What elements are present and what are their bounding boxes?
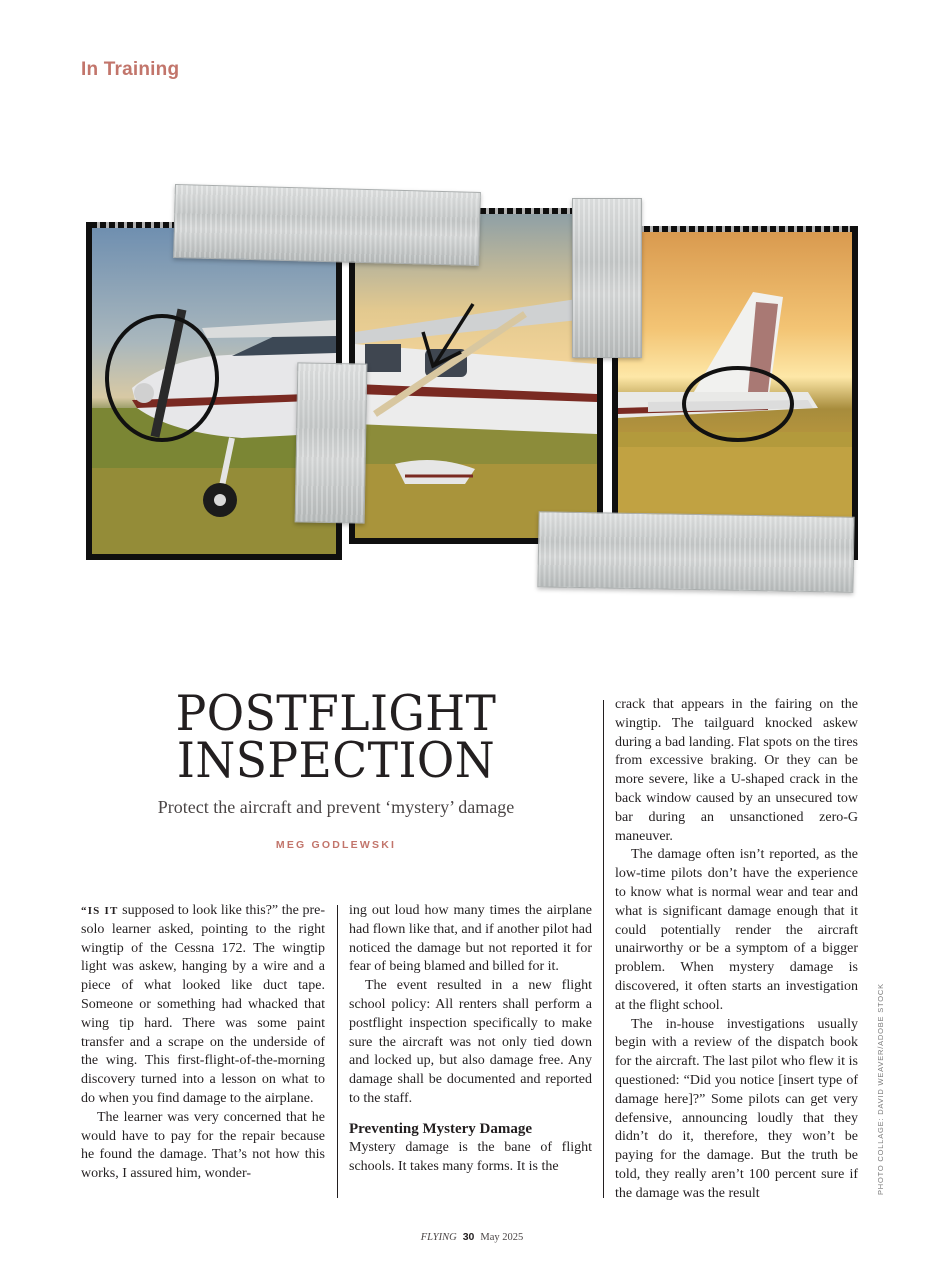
byline: MEG GODLEWSKI — [275, 839, 397, 851]
paragraph: The learner was very concerned that he would have to pay for the repair because he found the damage. That’s not how this works, I assured him, wonder- — [81, 1109, 325, 1182]
body-column-1 — [81, 902, 325, 1202]
paragraph: The in-house investigations usually begin with a review of the dispatch book for the aircraft. The last pilot who flew it is questioned: “Did you notice [insert type of damage here]?” Some pilots can get very defensive, announcing loudly that they didn’t do it, therefore, they won’t be paying for the damage. But the truth be told, they really aren’t 100 percent sure if the damage was the result — [615, 1016, 858, 1201]
headline — [98, 685, 574, 789]
folio — [0, 1231, 944, 1243]
duct-tape-center — [295, 362, 368, 523]
folio-page-number: 30 — [462, 1231, 475, 1243]
dek: Protect the aircraft and prevent ‘mystery’ damage — [157, 797, 515, 817]
subhead: Preventing Mystery Damage — [349, 1120, 533, 1137]
folio-date: May 2025 — [480, 1232, 524, 1243]
collage-panel-right — [612, 226, 858, 560]
paragraph: The damage often isn’t reported, as the low-time pilots don’t have the experience to know what is normal wear and tear and what is significant damage enough that it could potentially render the aircraft unairworthy or be a symptom of a bigger problem. When mystery damage is discovered, it often starts an investigation at the flight school. — [615, 847, 858, 1013]
paragraph: ing out loud how many times the airplane had flown like that, and if another pilot had noticed the damage but not reported it for fear of being blamed and billed for it. — [349, 903, 592, 975]
paragraph-text: supposed to look like this?” the pre-solo learner asked, pointing to the right wingtip of the Cessna 172. The wingtip light was askew, hanging by a wire and a piece of what looked like duct tape. Someone or something had whacked that wing tip hard. There was some paint transfer and a scrape on the underside of the wing. This first-flight-of-the-morning discovery turned into a lesson on what to do when you find damage to the airplane. — [81, 903, 325, 1106]
headline-line-1: POSTFLIGHT — [175, 685, 497, 742]
photo-collage — [80, 180, 870, 600]
lead-in: “IS IT — [81, 905, 119, 917]
paragraph: Mystery damage is the bane of flight schools. It takes many forms. It is the — [349, 1139, 592, 1174]
duct-tape-top-right — [572, 198, 642, 358]
folio-magazine: FLYING — [420, 1232, 457, 1243]
paragraph: crack that appears in the fairing on the wingtip. The tailguard knocked askew during a bad landing. Flat spots on the tires from excessive braking. Or they can be more severe, like a U-shaped crack in the back window caused by an unsecured tow bar during an unsanctioned zero-G maneuver. — [615, 697, 858, 844]
duct-tape-bottom — [537, 511, 854, 593]
duct-tape-top-left — [173, 184, 481, 266]
paragraph: The event resulted in a new flight school policy: All renters shall perform a postflight inspection specifically to make sure the aircraft was not only tied down and locked up, but also damage free. Any damage shall be documented and reported to the staff. — [349, 978, 592, 1106]
section-label: In Training — [81, 59, 180, 80]
paragraph — [81, 902, 325, 1109]
headline-line-2: INSPECTION — [176, 732, 496, 789]
column-rule — [603, 700, 604, 1198]
body-column-2 — [349, 902, 592, 1202]
photo-credit: PHOTO COLLAGE: DAVID WEAVER/ADOBE STOCK — [876, 983, 885, 1195]
column-rule — [337, 905, 338, 1198]
body-column-3 — [615, 696, 858, 1202]
